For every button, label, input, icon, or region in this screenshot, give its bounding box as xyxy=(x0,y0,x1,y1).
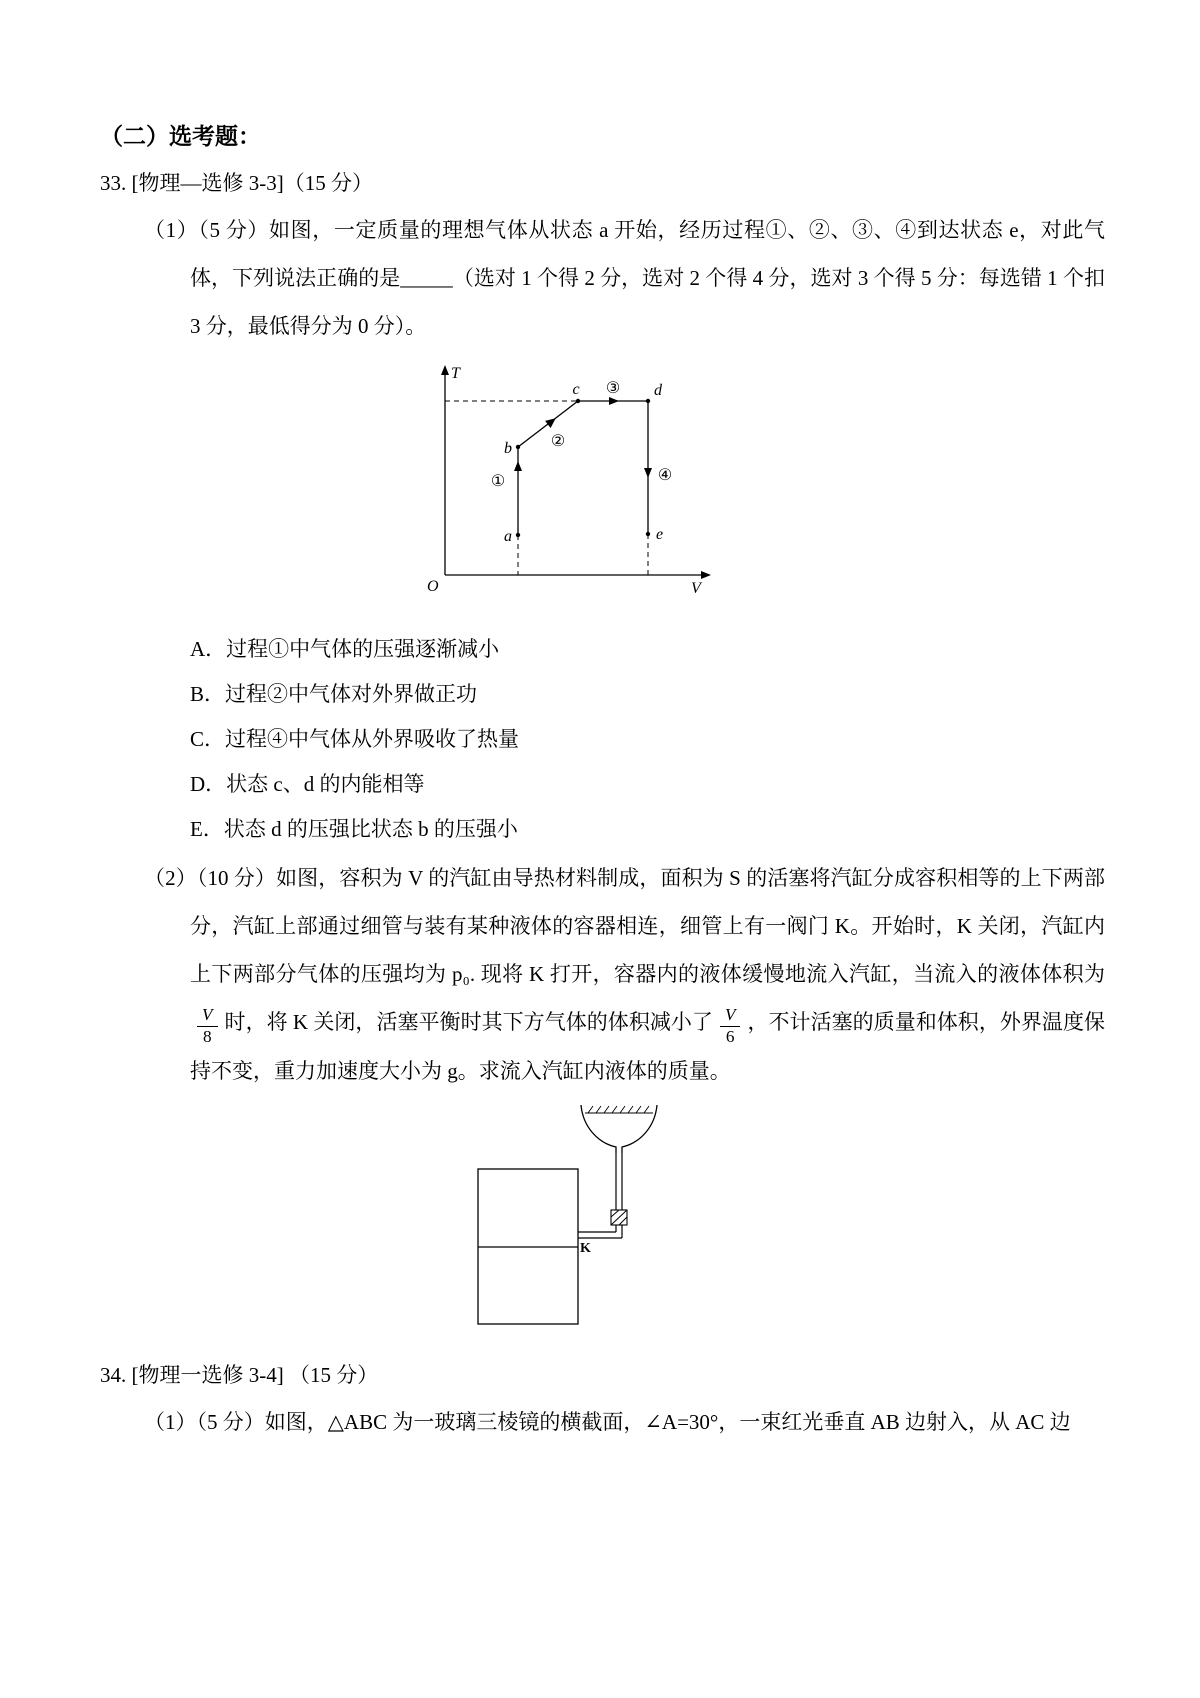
point-b-dot xyxy=(516,445,520,449)
v-axis-arrow xyxy=(701,571,711,579)
option-c xyxy=(190,717,1105,762)
option-b xyxy=(190,672,1105,717)
q34-number: 34. xyxy=(100,1362,127,1387)
q33-heading xyxy=(100,160,1105,206)
option-a xyxy=(190,627,1105,672)
liquid-surface-hatching xyxy=(588,1106,649,1113)
fraction-v-6 xyxy=(720,1006,741,1047)
point-a-label: a xyxy=(504,528,512,546)
q33-part2-text xyxy=(100,854,1105,1094)
option-d-text: 状态 c、d 的内能相等 xyxy=(226,772,425,797)
option-e xyxy=(190,807,1105,852)
container-left-wall xyxy=(581,1105,616,1153)
process-2-label: ② xyxy=(550,433,566,451)
valve-k-label: K xyxy=(580,1240,591,1256)
process-1-label: ① xyxy=(490,473,506,491)
point-e-label: e xyxy=(656,526,664,544)
point-c-dot xyxy=(576,399,580,403)
tv-diagram-figure xyxy=(415,362,715,597)
q34-heading xyxy=(100,1352,1105,1398)
process-3-arrow xyxy=(609,397,619,405)
option-c-label: C． xyxy=(190,727,226,752)
option-a-text: 过程①中气体的压强逐渐减小 xyxy=(226,637,500,662)
fraction-v-6-numerator: V xyxy=(720,1006,741,1027)
process-1-arrow xyxy=(514,461,522,471)
process-3-label: ③ xyxy=(605,380,621,398)
v-axis-label: V xyxy=(691,580,701,598)
origin-label: O xyxy=(427,578,439,596)
point-e-dot xyxy=(646,532,650,536)
valve-k xyxy=(611,1210,627,1225)
q33-number: 33. xyxy=(100,171,127,195)
option-d-label: D． xyxy=(190,772,227,797)
option-b-label: B． xyxy=(190,682,226,707)
point-d-dot xyxy=(646,399,650,403)
fraction-v-8 xyxy=(197,1006,218,1047)
fraction-v-6-denominator: 6 xyxy=(725,1026,735,1046)
tv-diagram-svg xyxy=(415,362,715,597)
q34-title: [物理一选修 3-4] （15 分） xyxy=(126,1362,379,1387)
option-e-label: E． xyxy=(190,817,224,842)
point-d-label: d xyxy=(654,382,662,400)
q33-title: [物理—选修 3-3]（15 分） xyxy=(126,171,373,195)
option-e-text: 状态 d 的压强比状态 b 的压强小 xyxy=(223,817,518,842)
part2-seg3: ，不计活塞的质量和体积，外界温度保持不变，重力加速度大小为 g。求流入汽缸内液体的质量。 xyxy=(190,1010,1105,1083)
process-4-label: ④ xyxy=(657,467,673,485)
cylinder-diagram-figure xyxy=(468,1099,718,1344)
q33-options xyxy=(100,627,1105,852)
part2-seg2: 时，将 K 关闭，活塞平衡时其下方气体的体积减小了 xyxy=(224,1010,713,1035)
t-axis-label: T xyxy=(451,365,460,383)
fraction-v-8-numerator: V xyxy=(197,1006,218,1027)
process-4-arrow xyxy=(644,468,652,478)
option-b-text: 过程②中气体对外界做正功 xyxy=(225,682,478,707)
cylinder-diagram-svg xyxy=(468,1099,718,1344)
fraction-v-8-denominator: 8 xyxy=(202,1026,212,1046)
section-header: （二）选考题： xyxy=(100,124,261,149)
option-a-label: A． xyxy=(190,637,227,662)
point-c-label: c xyxy=(572,381,580,399)
t-axis-arrow xyxy=(441,365,449,375)
q33-part1-text: （1）（5 分）如图，一定质量的理想气体从状态 a 开始，经历过程①、②、③、④到达状态 e，对此气体，下列说法正确的是_____（选对 1 个得 2 分，选对 2 个得 4 分，选对 3 个得 5 分：每选错 1 个扣 3 分，最低得分为 0 分）。 xyxy=(144,218,1105,339)
option-d xyxy=(190,762,1105,807)
option-c-text: 过程④中气体从外界吸收了热量 xyxy=(225,727,520,752)
point-a-dot xyxy=(516,533,520,537)
q34-part1-text: （1）（5 分）如图，△ABC 为一玻璃三棱镜的横截面，∠A=30°，一束红光垂直 AB 边射入，从 AC 边 xyxy=(144,1409,1071,1434)
part2-seg1: （2）（10 分）如图，容积为 V 的汽缸由导热材料制成，面积为 S 的活塞将汽缸分成容积相等的上下两部分，汽缸上部通过细管与装有某种液体的容器相连，细管上有一阀门 K。开始时，K 关闭，汽缸内上下两部分气体的压强均为 p₀. 现将 K 打开，容器内的液体缓慢地流入汽缸，当流入的液体体积为 xyxy=(144,866,1105,987)
container-right-wall xyxy=(622,1105,657,1153)
point-b-label: b xyxy=(504,440,512,458)
